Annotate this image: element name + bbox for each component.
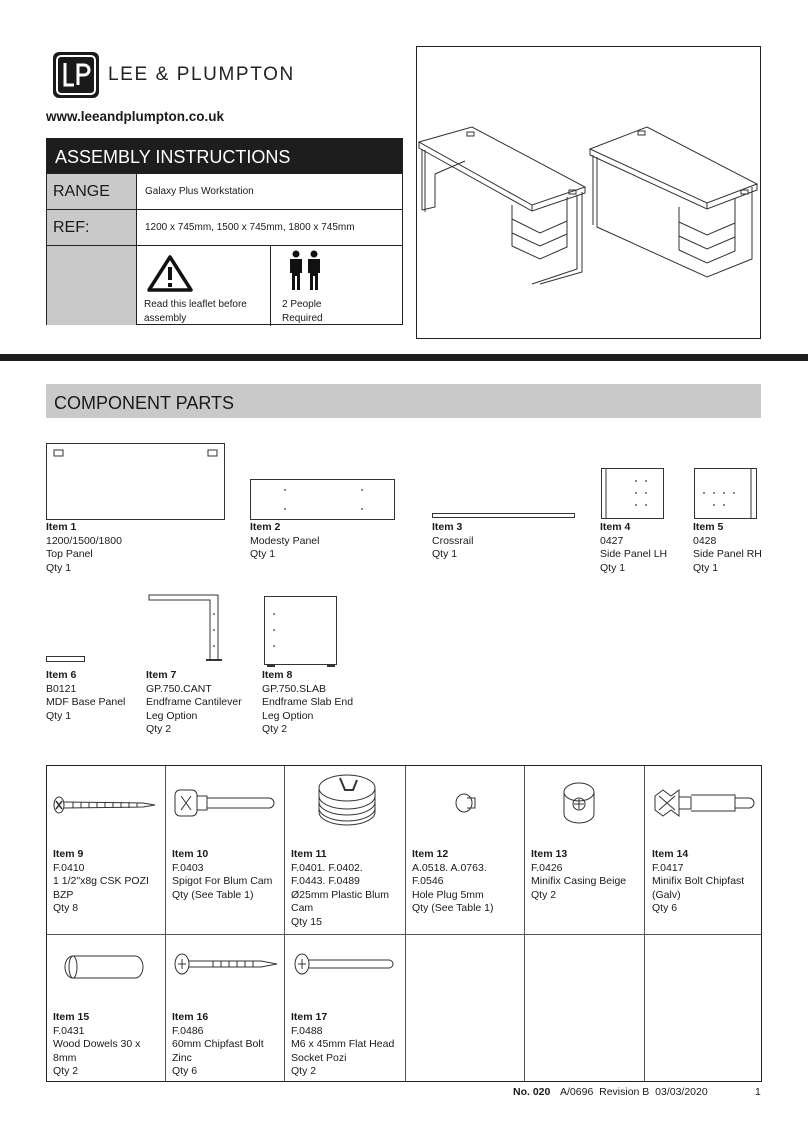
component-parts-title: COMPONENT PARTS (46, 384, 761, 418)
item-line: F.0443. F.0489 (291, 875, 360, 887)
item-line: Qty 1 (600, 561, 626, 574)
item-line: F.0417 (652, 861, 684, 874)
item-label: Item 15 (53, 1011, 90, 1023)
item-label: Item 1 (46, 521, 77, 533)
item-7-caption (146, 669, 242, 737)
item-line: F.0403 (172, 861, 204, 874)
item-label: Item 11 (291, 848, 327, 860)
item-line: Minifix Bolt Chipfast (652, 875, 745, 887)
doc-reference: A/0696 Revision B 03/03/2020 (560, 1086, 708, 1098)
two-people-icon (287, 250, 323, 292)
item-4-drawing (601, 468, 665, 521)
item-line: Qty 1 (250, 548, 276, 560)
product-illustration (416, 46, 761, 339)
item-line: Qty 6 (172, 1065, 198, 1077)
spigot-icon (173, 788, 277, 820)
item-label: Item 14 (652, 848, 689, 860)
item-line: F.0546 (412, 875, 444, 887)
item-line: Crossrail (432, 534, 474, 547)
item-label: Item 7 (146, 669, 177, 681)
item-line: 60mm Chipfast Bolt (172, 1038, 264, 1050)
item-1-caption (46, 521, 122, 575)
item-8-caption (262, 669, 353, 737)
item-line: F.0401. F.0402. (291, 861, 363, 874)
item-label: Item 12 (412, 848, 449, 860)
range-label: RANGE (47, 174, 137, 209)
item-12-caption (412, 848, 494, 916)
item-line: Top Panel (46, 548, 93, 560)
ref-row (47, 209, 402, 245)
item-label: Item 9 (53, 848, 84, 860)
people-text-1: 2 People (282, 299, 322, 310)
item-17-caption (291, 1011, 394, 1079)
item-line: Minifix Casing Beige (531, 875, 627, 887)
item-11-caption (291, 848, 389, 929)
page-number: 1 (755, 1086, 761, 1098)
item-label: Item 13 (531, 848, 568, 860)
item-line: Side Panel LH (600, 548, 668, 560)
divider (270, 246, 271, 326)
item-7-drawing (148, 594, 222, 666)
item-line: Leg Option (146, 709, 198, 722)
brand-url[interactable]: www.leeandplumpton.co.uk (46, 109, 225, 124)
item-label: Item 2 (250, 521, 281, 533)
item-line: Qty 2 (53, 1065, 79, 1077)
item-line: Zinc (172, 1051, 192, 1064)
item-line: Side Panel RH (693, 548, 762, 560)
item-label: Item 16 (172, 1011, 209, 1023)
item-line: Modesty Panel (250, 534, 320, 547)
item-line: Endframe Slab End (262, 696, 354, 708)
item-line: 1200/1500/1800 (46, 534, 122, 547)
item-label: Item 5 (693, 521, 724, 533)
item-1-drawing (46, 443, 226, 521)
item-line: GP.750.CANT (146, 682, 212, 695)
socket-pozi-bolt-icon (293, 952, 399, 978)
fittings-grid (46, 765, 762, 1082)
item-9-caption (53, 848, 149, 916)
item-5-caption (693, 521, 762, 575)
item-line: Qty 6 (652, 902, 678, 914)
item-line: Qty 2 (531, 888, 557, 901)
item-line: 0427 (600, 534, 624, 547)
ref-value: 1200 x 745mm, 1500 x 745mm, 1800 x 745mm (145, 222, 355, 233)
item-line: Qty 1 (432, 548, 458, 560)
item-line: Qty 1 (46, 561, 72, 574)
item-label: Item 3 (432, 521, 463, 533)
item-14-caption (652, 848, 744, 916)
item-line: GP.750.SLAB (262, 682, 327, 695)
range-value: Galaxy Plus Workstation (145, 186, 254, 197)
grid-line (165, 766, 166, 1081)
item-line: Qty 1 (693, 561, 719, 574)
grid-line (524, 766, 525, 1081)
item-line: F.0426 (531, 861, 563, 874)
ref-label: REF: (47, 210, 137, 245)
item-6-caption (46, 669, 125, 723)
item-line: Qty 2 (146, 723, 172, 735)
item-line: Socket Pozi (291, 1051, 347, 1064)
item-line: M6 x 45mm Flat Head (291, 1038, 395, 1050)
item-line: F.0488 (291, 1024, 323, 1037)
warning-text-2: assembly (144, 313, 187, 324)
item-16-caption (172, 1011, 264, 1079)
warning-icon (145, 254, 195, 294)
item-3-drawing (432, 513, 576, 519)
range-row (47, 173, 402, 209)
item-line: F.0486 (172, 1024, 204, 1037)
item-line: (Galv) (652, 888, 681, 901)
item-10-caption (172, 848, 272, 902)
item-label: Item 4 (600, 521, 631, 533)
item-line: B0121 (46, 682, 77, 695)
safety-label-cell (47, 246, 137, 325)
assembly-title: ASSEMBLY INSTRUCTIONS (47, 139, 402, 173)
item-line: Leg Option (262, 709, 314, 722)
grid-line (284, 766, 285, 1081)
item-line: Cam (291, 902, 314, 914)
item-line: MDF Base Panel (46, 696, 126, 708)
desk-drawing (417, 47, 762, 340)
doc-number: No. 020 (513, 1086, 551, 1098)
item-label: Item 6 (46, 669, 77, 681)
item-4-caption (600, 521, 667, 575)
minifix-bolt-icon (651, 786, 757, 822)
grid-line (405, 766, 406, 1081)
item-2-caption (250, 521, 319, 562)
item-label: Item 8 (262, 669, 293, 681)
item-line: Endframe Cantilever (146, 696, 242, 708)
item-line: Qty (See Table 1) (172, 888, 254, 901)
assembly-info-table (46, 138, 403, 325)
item-line: A.0518. A.0763. (412, 861, 487, 874)
item-line: F.0410 (53, 861, 85, 874)
item-2-drawing (250, 479, 396, 521)
item-3-caption (432, 521, 473, 562)
screw-icon (53, 794, 157, 818)
item-line: 8mm (53, 1051, 77, 1064)
item-line: Wood Dowels 30 x (53, 1038, 141, 1050)
item-line: Spigot For Blum Cam (172, 875, 273, 887)
grid-line (47, 934, 761, 935)
brand-logo (53, 52, 99, 98)
wood-dowel-icon (65, 954, 145, 980)
warning-text-1: Read this leaflet before (144, 299, 247, 310)
item-8-drawing (264, 596, 338, 668)
item-line: F.0431 (53, 1024, 85, 1037)
item-line: Qty 1 (46, 709, 72, 722)
item-label: Item 10 (172, 848, 209, 860)
item-line: 0428 (693, 534, 717, 547)
item-line: Qty 2 (291, 1065, 317, 1077)
chipfast-bolt-icon (173, 952, 279, 978)
item-line: Qty 8 (53, 902, 79, 914)
cam-icon (315, 772, 379, 832)
minifix-casing-icon (559, 780, 609, 828)
item-line: Qty 15 (291, 915, 322, 928)
item-line: 1 1/2"x8g CSK POZI (53, 875, 149, 887)
item-line: Qty 2 (262, 723, 288, 735)
item-5-drawing (694, 468, 758, 521)
item-6-drawing (46, 656, 86, 664)
hole-plug-icon (453, 792, 481, 816)
item-line: Hole Plug 5mm (412, 888, 484, 901)
people-text-2: Required (282, 313, 323, 324)
item-line: Qty (See Table 1) (412, 902, 494, 914)
item-13-caption (531, 848, 626, 902)
grid-line (644, 766, 645, 1081)
safety-row (47, 245, 402, 325)
item-line: Ø25mm Plastic Blum (291, 888, 390, 901)
item-line: BZP (53, 888, 74, 901)
item-label: Item 17 (291, 1011, 328, 1023)
item-15-caption (53, 1011, 140, 1079)
section-rule (0, 354, 808, 361)
brand-name: LEE & PLUMPTON (108, 64, 295, 85)
